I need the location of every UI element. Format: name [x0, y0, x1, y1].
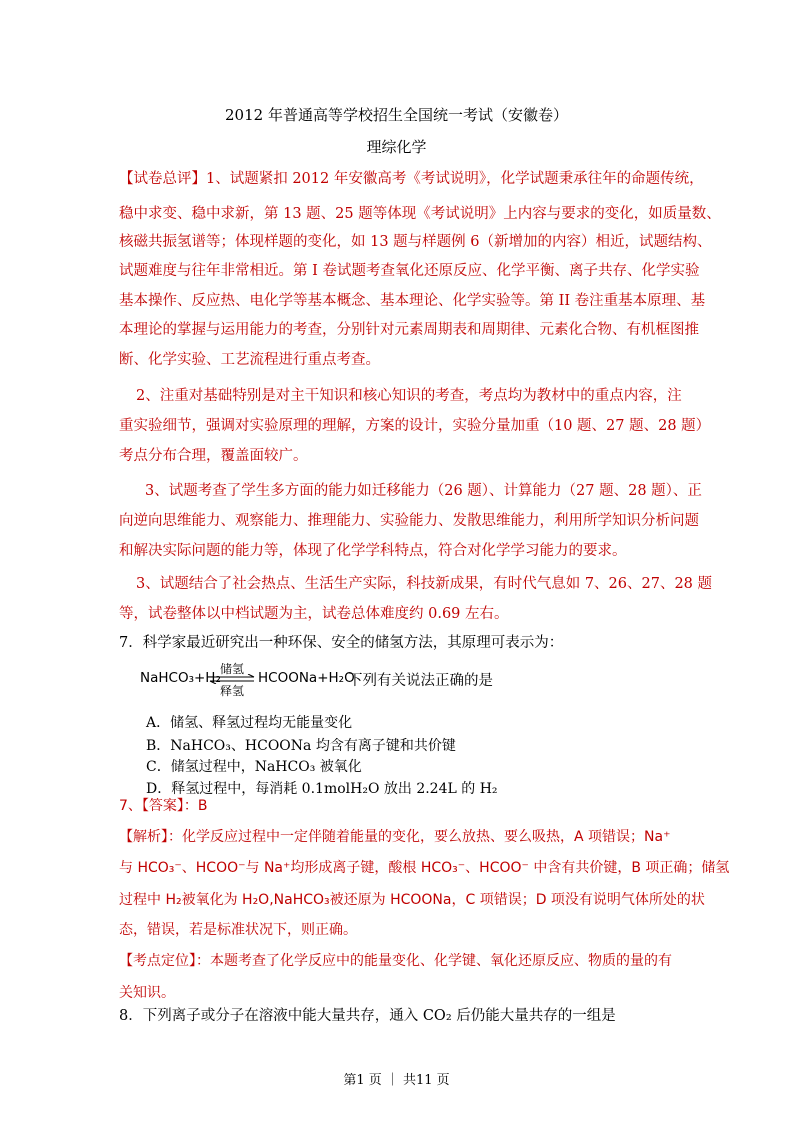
summary-line: 3、试题考查了学生多方面的能力如迁移能力（26 题）、计算能力（27 题、28 题）、正 — [145, 483, 702, 499]
page-title: 2012 年普通高等学校招生全国统一考试（安徽卷） — [225, 106, 568, 124]
option-b: B．NaHCO₃、HCOONa 均含有离子键和共价键 — [146, 738, 456, 754]
page-footer: 第1 页 ｜ 共11 页 — [343, 1073, 450, 1088]
equation-tail-text: 下列有关说法正确的是 — [348, 673, 493, 689]
option-c: C．储氢过程中，NaHCO₃ 被氧化 — [146, 759, 362, 775]
summary-line: 【试卷总评】1、试题紧扣 2012 年安徽高考《考试说明》，化学试题秉承往年的命题传统， — [119, 171, 704, 187]
summary-line: 2、注重对基础特别是对主干知识和核心知识的考查，考点均为教材中的重点内容，注 — [136, 388, 682, 404]
summary-line: 稳中求变、稳中求新，第 13 题、25 题等体现《考试说明》上内容与要求的变化，如质量数、 — [119, 206, 721, 222]
summary-line: 核磁共振氢谱等；体现样题的变化，如 13 题与样题例 6（新增加的内容）相近，试题结构、 — [119, 234, 712, 250]
option-d: D．释氢过程中，每消耗 0.1molH₂O 放出 2.24L 的 H₂ — [146, 781, 498, 797]
analysis-line: 与 HCO₃⁻、HCOO⁻与 Na⁺均形成离子键，酸根 HCO₃⁻、HCOO⁻ 中含有共价键，B 项正确；储氢 — [119, 860, 730, 876]
equation-forward-label: 储氢 — [219, 662, 244, 676]
summary-line: 重实验细节，强调对实验原理的理解，方案的设计，实验分量加重（10 题、27 题、28 题） — [119, 418, 711, 434]
equation-reactants: NaHCO₃+H₂ — [140, 670, 221, 686]
answer-label: 7、【答案】：B — [119, 798, 208, 814]
equation-products: HCOONa+H₂O — [258, 670, 355, 686]
summary-line: 试题难度与往年非常相近。第 I 卷试题考查氧化还原反应、化学平衡、离子共存、化学实验 — [119, 263, 700, 279]
analysis-line: 【解析】：化学反应过程中一定伴随着能量的变化，要么放热、要么吸热，A 项错误；Na⁺ — [119, 829, 671, 845]
summary-line: 和解决实际问题的能力等，体现了化学学科特点，符合对化学学习能力的要求。 — [119, 543, 627, 559]
question-stem: 7．科学家最近研究出一种环保、安全的储氢方法，其原理可表示为： — [119, 635, 564, 651]
summary-line: 本理论的掌握与运用能力的考查，分别针对元素周期表和周期律、元素化合物、有机框图推 — [119, 322, 699, 338]
summary-line: 3、试题结合了社会热点、生活生产实际，科技新成果，有时代气息如 7、26、27、28 题 — [136, 576, 713, 592]
kaodian-line: 【考点定位】：本题考查了化学反应中的能量变化、化学键、氧化还原反应、物质的量的有 — [119, 953, 672, 969]
analysis-line: 过程中 H₂被氧化为 H₂O,NaHCO₃被还原为 HCOONa，C 项错误；D 项没有说明气体所处的状 — [119, 892, 705, 908]
summary-line: 等，试卷整体以中档试题为主，试卷总体难度约 0.69 左右。 — [119, 606, 509, 622]
question-stem: 8．下列离子或分子在溶液中能大量共存，通入 CO₂ 后仍能大量共存的一组是 — [119, 1008, 616, 1024]
equation-reverse-label: 释氢 — [219, 684, 244, 698]
analysis-line: 态，错误，若是标准状况下，则正确。 — [119, 922, 357, 938]
summary-line: 考点分布合理，覆盖面较广。 — [119, 448, 308, 464]
option-a: A．储氢、释氢过程均无能量变化 — [146, 715, 353, 731]
kaodian-line: 关知识。 — [119, 985, 175, 1001]
summary-line: 基本操作、反应热、电化学等基本概念、基本理论、化学实验等。第 II 卷注重基本原理、基 — [119, 293, 706, 309]
page-subtitle: 理综化学 — [366, 138, 427, 156]
summary-line: 断、化学实验、工艺流程进行重点考查。 — [119, 352, 380, 368]
summary-line: 向逆向思维能力、观察能力、推理能力、实验能力、发散思维能力，利用所学知识分析问题 — [119, 513, 699, 529]
